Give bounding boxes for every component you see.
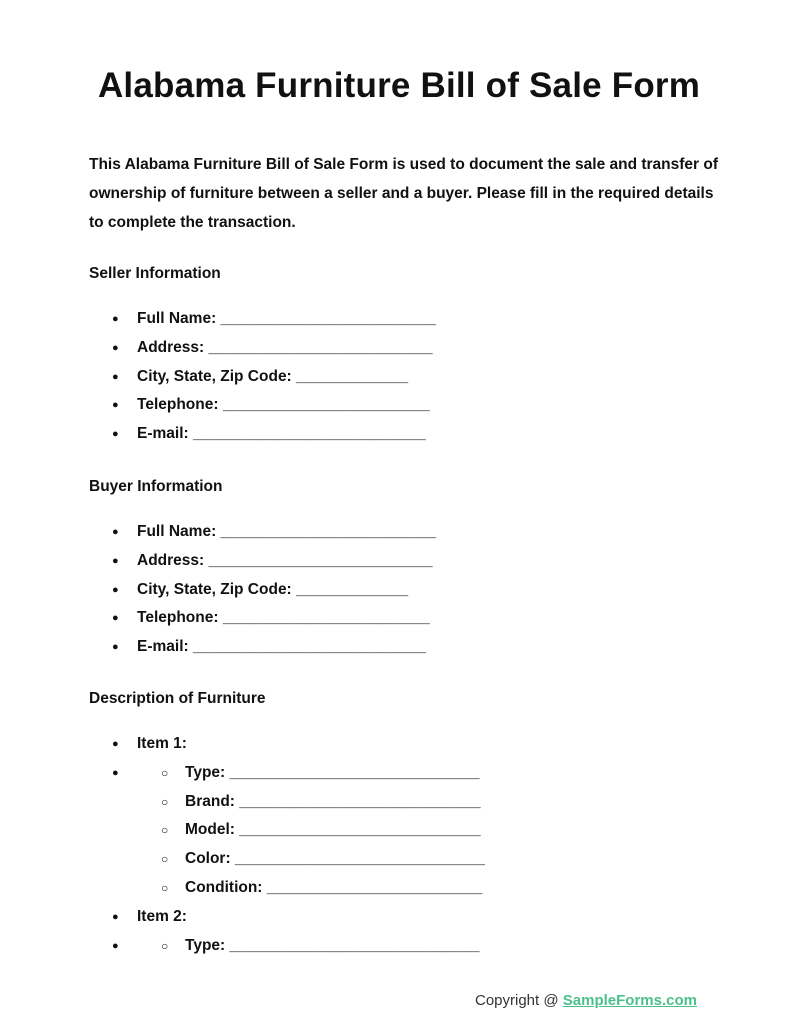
sampleforms-link[interactable]: SampleForms.com: [562, 992, 697, 1009]
buyer-full-name-field[interactable]: ● Full Name: _________________________: [137, 518, 436, 547]
item-1-type-field[interactable]: ○ ● Type: _____________________________: [185, 759, 485, 788]
item-1-details: [137, 759, 485, 903]
intro-paragraph: This Alabama Furniture Bill of Sale Form is used to document the sale and transfer of ownership of furniture between a seller and a buyer. Please fill in the required details to complete the transaction.: [89, 156, 719, 231]
buyer-city-state-zip-field[interactable]: ● City, State, Zip Code: _____________: [137, 576, 436, 605]
buyer-telephone-field[interactable]: ● Telephone: ________________________: [137, 604, 436, 633]
seller-field-list: [137, 305, 436, 449]
buyer-heading: Buyer Information: [89, 478, 223, 495]
page-title: Alabama Furniture Bill of Sale Form: [97, 66, 701, 105]
item-1-brand-field[interactable]: ○ Brand: ____________________________: [185, 788, 485, 817]
buyer-address-field[interactable]: ● Address: __________________________: [137, 547, 436, 576]
item-1-field-list: [137, 759, 485, 903]
item-1-color-field[interactable]: ○ Color: _____________________________: [185, 845, 485, 874]
copyright-footer: [475, 992, 697, 1009]
furniture-item-list: [137, 730, 485, 960]
item-1-model-field[interactable]: ○ Model: ____________________________: [185, 816, 485, 845]
seller-full-name-field[interactable]: ● Full Name: _________________________: [137, 305, 436, 334]
seller-email-field[interactable]: ● E-mail: ___________________________: [137, 420, 436, 449]
item-2-details: [137, 932, 485, 961]
seller-address-field[interactable]: ● Address: __________________________: [137, 334, 436, 363]
seller-city-state-zip-field[interactable]: ● City, State, Zip Code: _____________: [137, 363, 436, 392]
seller-telephone-field[interactable]: ● Telephone: ________________________: [137, 391, 436, 420]
item-2-field-list: [137, 932, 485, 961]
item-1-condition-field[interactable]: ○ Condition: _________________________: [185, 874, 485, 903]
furniture-heading: Description of Furniture: [89, 690, 266, 707]
item-2-label: ● Item 2:: [137, 903, 485, 932]
buyer-field-list: [137, 518, 436, 662]
item-1-label: ● Item 1:: [137, 730, 485, 759]
buyer-email-field[interactable]: ● E-mail: ___________________________: [137, 633, 436, 662]
copyright-text: Copyright @: [475, 992, 563, 1009]
item-2-type-field[interactable]: ○ ● Type: _____________________________: [185, 932, 485, 961]
seller-heading: Seller Information: [89, 265, 221, 282]
